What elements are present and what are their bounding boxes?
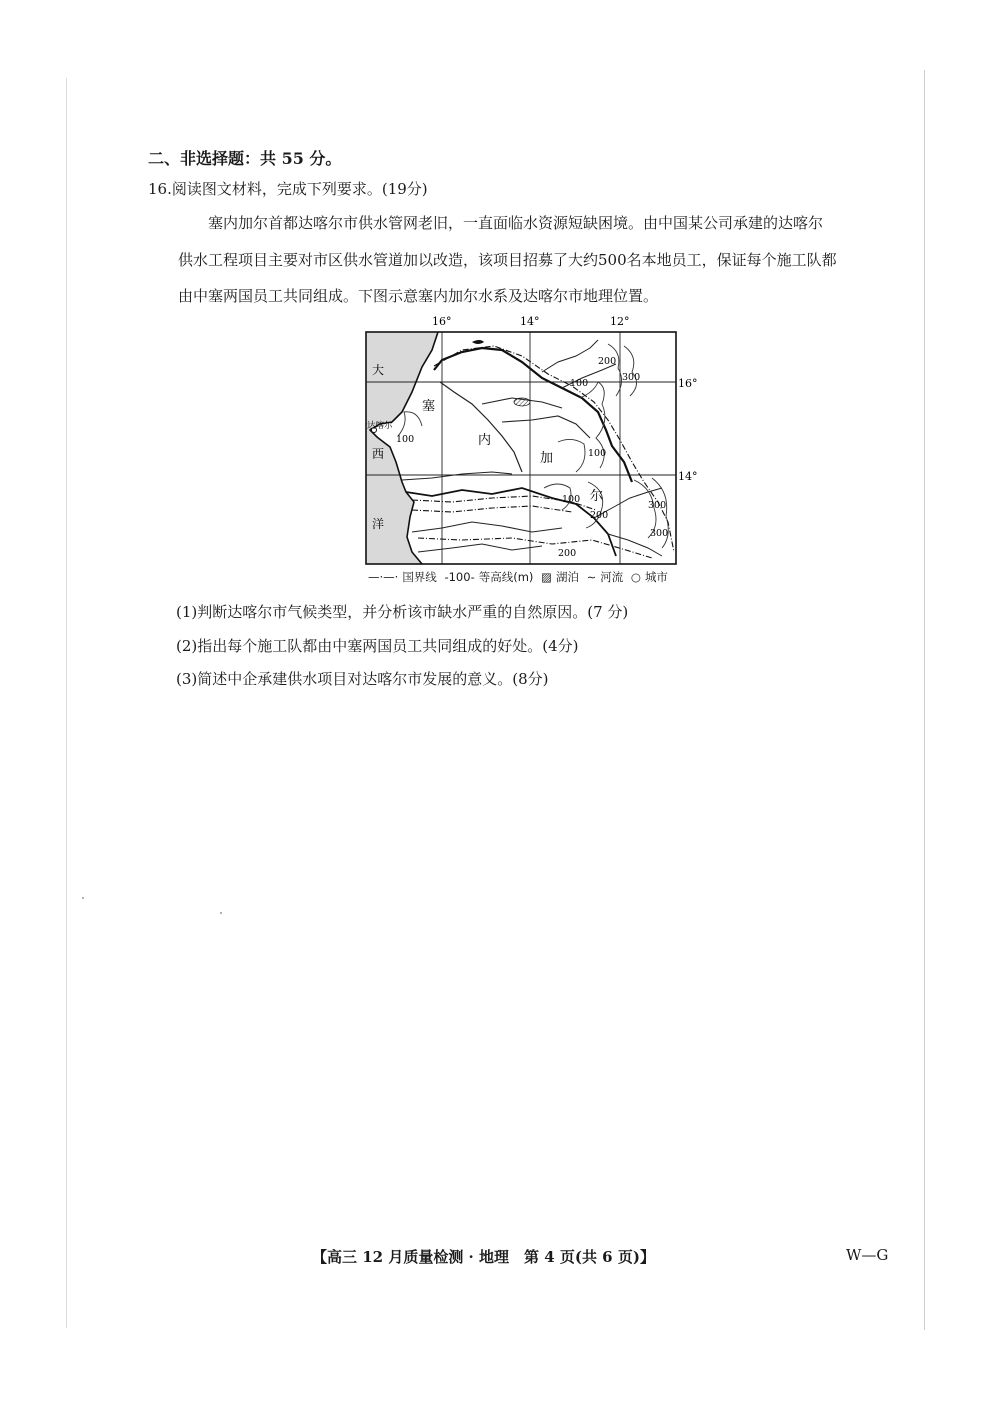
legend-contour-label: 等高线(m)	[478, 570, 534, 584]
legend-river-icon: ∼	[586, 570, 597, 584]
paper-code: W—G	[846, 1246, 889, 1264]
legend-lake-icon: ▨	[541, 570, 552, 584]
senegal-map	[362, 312, 698, 572]
question-header: 16.阅读图文材料，完成下列要求。(19分)	[148, 180, 428, 198]
gambia-river	[406, 488, 616, 556]
lon-label-16: 16°	[432, 315, 452, 328]
country-char-2: 内	[478, 433, 492, 448]
river-branch-4	[542, 340, 598, 372]
page-footer: 【高三 12 月质量检测 · 地理 第 4 页(共 6 页)】	[312, 1248, 655, 1266]
river-branch-1	[440, 382, 522, 472]
lon-label-14: 14°	[520, 315, 540, 328]
lon-label-12: 12°	[610, 315, 630, 328]
city-label: 达喀尔	[367, 421, 393, 431]
paragraph-line-1: 塞内加尔首都达喀尔市供水管网老旧，一直面临水资源短缺困境。由中国某公司承建的达喀尔	[208, 214, 824, 232]
casamance-river	[412, 522, 562, 532]
lake-north	[472, 340, 484, 344]
ocean-char-3: 洋	[372, 517, 385, 531]
river-branch-3	[502, 416, 590, 438]
map-svg	[362, 312, 698, 572]
sub-question-2: (2)指出每个施工队都由中塞两国员工共同组成的好处。(4分)	[176, 637, 579, 655]
paragraph-line-2: 供水工程项目主要对市区供水管道加以改造，该项目招募了大约500名本地员工，保证每个施工队都	[178, 251, 837, 269]
contour-label-200-ne: 200	[598, 356, 617, 367]
scan-edge-right	[924, 70, 925, 1330]
contour-300-ne	[624, 346, 637, 396]
contour-label-200-south: 200	[590, 510, 609, 521]
ocean-char-2: 西	[372, 447, 385, 461]
contour-200-ne	[608, 344, 622, 396]
border-gambia-south	[412, 506, 572, 512]
sub-question-1: (1)判断达喀尔市气候类型，并分析该市缺水严重的自然原因。(7 分)	[176, 603, 629, 621]
section-title: 二、非选择题：共 55 分。	[148, 149, 342, 168]
contour-label-300-ne: 300	[622, 372, 641, 383]
scan-speck	[82, 897, 84, 899]
legend-border-symbol: —·—·	[368, 570, 399, 584]
legend-border-label: 国界线	[402, 570, 437, 584]
contour-100-west	[398, 412, 422, 436]
legend-contour-symbol: -100-	[444, 570, 475, 584]
contour-label-300-se: 300	[648, 500, 667, 511]
saloum-river	[402, 472, 512, 480]
contour-label-100-south: 100	[562, 494, 581, 505]
contour-label-300-se-2: 300	[650, 528, 669, 539]
legend-city-icon: ○	[630, 570, 641, 584]
map-legend	[368, 569, 672, 585]
contour-100-central	[558, 439, 585, 472]
contour-label-100-north: 100	[570, 378, 589, 389]
river-south-branch	[418, 544, 542, 552]
legend-river-label: 河流	[600, 570, 624, 584]
scan-edge-left	[66, 78, 67, 1328]
paragraph-line-3: 由中塞两国员工共同组成。下图示意塞内加尔水系及达喀尔市地理位置。	[178, 287, 659, 305]
country-char-3: 加	[540, 451, 554, 466]
country-char-1: 塞	[422, 399, 436, 414]
ocean-char-1: 大	[372, 363, 385, 377]
contour-label-100-west: 100	[396, 434, 415, 445]
lat-label-16: 16°	[678, 377, 698, 390]
sub-question-3: (3)简述中企承建供水项目对达喀尔市发展的意义。(8分)	[176, 670, 549, 688]
contour-label-200-southwest: 200	[558, 548, 577, 559]
senegal-river	[434, 348, 632, 482]
country-char-4: 尔	[590, 489, 604, 504]
scan-speck	[220, 912, 222, 914]
contour-label-100-central: 100	[588, 448, 607, 459]
legend-city-label: 城市	[644, 570, 668, 584]
lat-label-14: 14°	[678, 470, 698, 483]
legend-lake-label: 湖泊	[555, 570, 579, 584]
lake-guiers	[514, 398, 530, 406]
